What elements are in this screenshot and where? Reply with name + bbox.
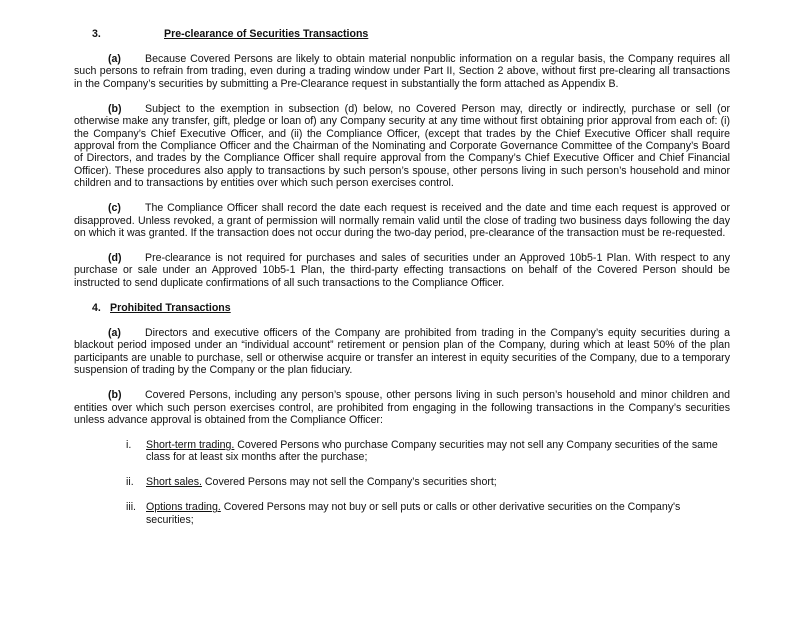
section-4-heading [74,302,730,316]
section-3-paragraph-d [74,252,730,289]
paragraph-label: (a) [108,53,121,65]
prohibited-item-short-sales [74,476,730,488]
section-4-title: Prohibited Transactions [110,301,231,314]
paragraph-text: Pre-clearance is not required for purchases and sales of securities under an Approved 10b5-1 Plan. With respect to any purchase or sale under an Approved 10b5-1 Plan, the third-party effecting transactions on behalf of the Covered Person should be instructed to send duplicate confirmations of all such transactions to the Compliance Officer. [74,252,730,289]
section-3-number: 3. [92,28,101,40]
list-numeral: iii. [126,501,137,514]
paragraph-label: (a) [108,326,121,339]
section-3-title: Pre-clearance of Securities Transactions [164,28,369,40]
list-term: Options trading. [146,501,221,514]
paragraph-text: Because Covered Persons are likely to obtain material nonpublic information on a regular basis, the Company requires all such persons to refrain from trading, even during a trading window under Part II, Section 2 above, without first pre-clearing all transactions in the Company’s securities by submitting a Pre-Clearance request in substantially the form attached as Appendix B. [74,53,730,90]
paragraph-label: (c) [108,202,121,215]
document-page [74,28,730,539]
paragraph-text: The Compliance Officer shall record the date each request is received and the date and time each request is approved or disapproved. Unless revoked, a grant of permission will normally remain valid until the close of trading two business days following the day on which it was granted. If the transaction does not occur during the two-day period, pre-clearance of the transaction must be re-requested. [74,202,730,240]
prohibited-item-options-trading [74,501,730,526]
list-text: Covered Persons may not buy or sell puts or calls or other derivative securities on the Company's securities; [146,501,681,526]
paragraph-text: Directors and executive officers of the Company are prohibited from trading in the Company’s equity securities during a blackout period imposed under an “individual account” retirement or pension plan of the Company, during which at least 50% of the plan participants are unable to purchase, sell or otherwise acquire or transfer an interest in equity securities of the Company, due to a temporary suspension of trading by the Company or the plan fiduciary. [74,326,730,377]
paragraph-label: (b) [108,102,122,115]
paragraph-text: Subject to the exemption in subsection (d) below, no Covered Person may, directly or indirectly, purchase or sell (or otherwise make any transfer, gift, pledge or loan of) any Company security at any time without first obtaining prior approval from each of: (i) the Company’s Chief Executive Officer, and (ii) the Compliance Officer, (except that trades by the Chief Executive Officer shall require approval from the Compliance Officer and the Chairman of the Nominating and Corporate Governance Committee of the Company’s Board of Directors, and trades by the Compliance Officer shall require approval from the Company’s Chief Executive Officer and Chief Financial Officer). These procedures also apply to transactions by such person’s spouse, other persons living in such person’s household and minor children and to transactions by entities over which such person exercises control. [74,102,730,190]
list-numeral: ii. [126,476,134,489]
list-term: Short sales. [146,476,202,489]
list-term: Short-term trading. [146,438,235,451]
section-3-paragraph-a [74,53,730,90]
list-text: Covered Persons may not sell the Company’s securities short; [201,476,497,489]
paragraph-label: (d) [108,252,122,265]
section-4-paragraph-a [74,327,730,377]
list-text: Covered Persons who purchase Company securities may not sell any Company securities of the same class for at least six months after the purchase; [146,438,718,464]
paragraph-text: Covered Persons, including any person’s spouse, other persons living in such person’s household and minor children and entities over which such person exercises control, are prohibited from engaging in the following transactions in the Company’s securities unless advance approval is obtained from the Compliance Officer: [74,389,730,426]
section-3-heading [74,28,730,42]
paragraph-label: (b) [108,389,122,402]
list-numeral: i. [126,438,132,451]
section-4-paragraph-b [74,389,730,426]
prohibited-item-short-term-trading [74,439,730,464]
section-4-number: 4. [92,301,101,314]
section-3-paragraph-c [74,202,730,239]
section-3-paragraph-b [74,103,730,190]
